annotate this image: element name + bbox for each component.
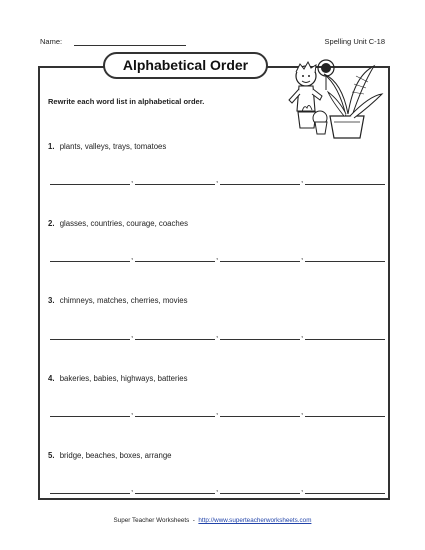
answer-comma: , [216, 484, 219, 493]
answer-comma: , [301, 330, 304, 339]
item-number: 4. [48, 374, 55, 383]
answer-comma: , [131, 484, 134, 493]
answer-blank[interactable] [220, 176, 300, 185]
answer-comma: , [216, 330, 219, 339]
footer-url-link[interactable]: http://www.superteacherworksheets.com [198, 517, 312, 524]
item-words: bridge, beaches, boxes, arrange [59, 451, 172, 460]
word-list-item [48, 219, 188, 228]
answer-row [50, 253, 385, 263]
answer-comma: , [301, 407, 304, 416]
item-number: 5. [48, 451, 55, 460]
boy-with-plants-icon [284, 56, 384, 140]
answer-blank[interactable] [50, 176, 130, 185]
word-list-item [48, 451, 172, 460]
answer-comma: , [131, 407, 134, 416]
word-list-item [48, 296, 188, 305]
answer-comma: , [216, 175, 219, 184]
unit-label: Spelling Unit C-18 [324, 37, 385, 46]
page-footer [0, 517, 425, 524]
item-number: 3. [48, 296, 55, 305]
answer-blank[interactable] [220, 485, 300, 494]
instructions-text: Rewrite each word list in alphabetical order. [48, 97, 205, 106]
answer-blank[interactable] [135, 485, 215, 494]
footer-separator: - [192, 517, 195, 524]
name-field[interactable] [74, 45, 186, 46]
answer-comma: , [301, 484, 304, 493]
answer-blank[interactable] [50, 331, 130, 340]
answer-comma: , [131, 175, 134, 184]
worksheet-header [40, 37, 385, 49]
answer-blank[interactable] [305, 331, 385, 340]
item-words: plants, valleys, trays, tomatoes [59, 142, 167, 151]
answer-blank[interactable] [50, 253, 130, 262]
item-words: chimneys, matches, cherries, movies [59, 296, 188, 305]
answer-comma: , [216, 407, 219, 416]
word-list-item [48, 374, 188, 383]
name-label: Name: [40, 37, 63, 46]
answer-comma: , [131, 330, 134, 339]
answer-blank[interactable] [305, 176, 385, 185]
answer-blank[interactable] [50, 408, 130, 417]
answer-blank[interactable] [220, 331, 300, 340]
answer-blank[interactable] [305, 253, 385, 262]
answer-blank[interactable] [135, 253, 215, 262]
answer-blank[interactable] [50, 485, 130, 494]
answer-comma: , [131, 252, 134, 261]
item-words: glasses, countries, courage, coaches [59, 219, 188, 228]
answer-comma: , [216, 252, 219, 261]
answer-blank[interactable] [305, 485, 385, 494]
answer-blank[interactable] [135, 408, 215, 417]
item-number: 2. [48, 219, 55, 228]
answer-blank[interactable] [135, 176, 215, 185]
answer-comma: , [301, 175, 304, 184]
answer-row [50, 408, 385, 418]
answer-blank[interactable] [305, 408, 385, 417]
answer-row [50, 485, 385, 495]
answer-row [50, 176, 385, 186]
item-words: bakeries, babies, highways, batteries [59, 374, 188, 383]
answer-row [50, 331, 385, 341]
answer-comma: , [301, 252, 304, 261]
footer-site-name: Super Teacher Worksheets [113, 517, 190, 524]
answer-blank[interactable] [135, 331, 215, 340]
answer-blank[interactable] [220, 408, 300, 417]
word-list-item [48, 142, 166, 151]
item-number: 1. [48, 142, 55, 151]
answer-blank[interactable] [220, 253, 300, 262]
worksheet-title: Alphabetical Order [103, 52, 268, 79]
